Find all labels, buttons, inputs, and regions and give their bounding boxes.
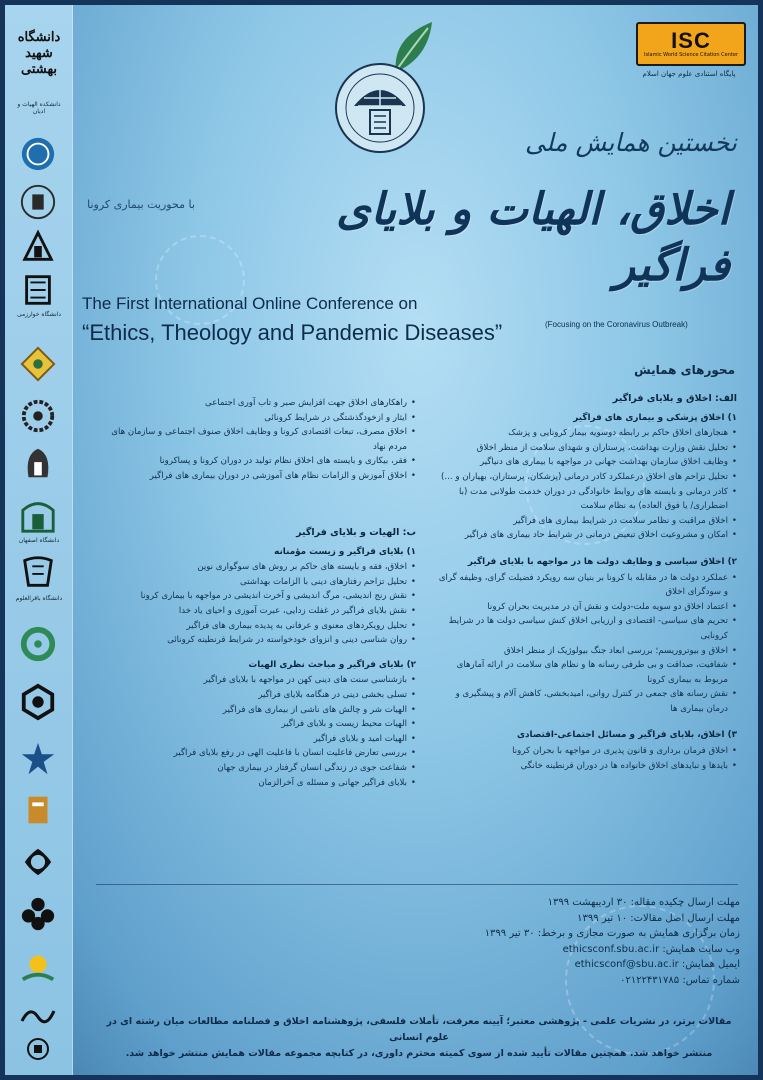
publication-note [96,1014,742,1062]
email-link[interactable]: ایمیل همایش: ethicsconf@sbu.ac.ir [574,959,740,970]
list-item: • الهیات محیط زیست و بلایای فراگیر [96,717,416,732]
conference-date: زمان برگزاری همایش به صورت مجازی و برخط: ۳۰ تیر ۱۳۹۹ [484,928,740,939]
knot-logo [17,843,59,881]
list-item: • بررسی تعارض فاعلیت انسان با فاعلیت الهی در رفع بلایای فراگیر [96,746,416,761]
list-item: • تحلیل تزاحم های اخلاق درعملکرد کادر درمانی (پزشکان، پرستاران، بهیاران و ...) [432,470,737,485]
list-item: • تحریم های سیاسی- اقتصادی و ارزیابی اخلاق کنش سیاسی دولت ها در شرایط کرونایی [432,614,737,643]
a3-continued-list [96,396,416,484]
institute-logo [17,227,59,265]
list-item: • الهیات شر و چالش های ناشی از بیماری های فراگیر [96,703,416,718]
hexagon-logo [17,683,59,721]
section-a-title: الف: اخلاق و بلایای فراگیر [612,393,737,404]
baqir-al-uloom-logo [17,553,59,591]
a2-list [432,571,737,717]
research-center-logo [17,345,59,383]
isfahan-caption: دانشگاه اصفهان [18,537,60,544]
section-b-title: ب: الهیات و بلایای فراگیر [296,527,416,538]
partner-logos-sidebar [5,5,73,1075]
list-item: • اخلاق مراقبت و نظامر سلامت در شرایط بیماری های فراگیر [432,514,737,529]
sbu-logo: دانشگاه شهید بهشتی [17,30,61,77]
list-item: • بلایای فراگیر جهانی و مسئله ی آخرالزمان [96,776,416,791]
a1-list [432,426,737,543]
emblem-logo [17,445,59,483]
list-item: • بایدها و نبایدهای اخلاق خانواده ها در دوران قرنطینه خانگی [432,759,737,774]
green-ring-logo [17,625,59,663]
abstract-deadline: مهلت ارسال چکیده مقاله: ۳۰ اردیبهشت ۱۳۹۹ [547,897,740,908]
list-item: • فقر، بیکاری و بایسته های اخلاق نظام تولید در دوران کرونا و پساکرونا [96,454,416,469]
b1-list [96,560,416,648]
list-item: • تسلی بخشی دینی در هنگامه بلایای فراگیر [96,688,416,703]
english-title-line2: “Ethics, Theology and Pandemic Diseases” [82,320,503,345]
important-dates [360,895,740,988]
axes-heading: محورهای همایش [634,363,735,377]
list-item: • شفاعت جوی در زندگی انسان گرفتار در بیماری جهان [96,761,416,776]
persian-focus-note: با محوریت بیماری کرونا [87,198,195,211]
list-item: • هنجارهای اخلاق حاکم بر رابطه دوسویه بیمار کرونایی و پزشک [432,426,737,441]
seminary-logo [17,397,59,435]
shahid-beheshti-medical-logo [17,183,59,221]
sbu-caption: دانشکده الهیات و ادیان [17,101,61,115]
list-item: • وظایف اخلاق سازمان بهداشت جهانی در مواجهه با بیماری های دنیاگیر [432,455,737,470]
a1-title: ۱) اخلاق پزشکی و بیماری های فراگیر [573,412,737,423]
publication-note-line1: مقالات برتر، در نشریات علمی - پژوهشی معتبر؛ آیینه معرفت، تأملات فلسفی، پژوهشنامه اخلاق و فصلنامه مطالعات میان رشته ای در علوم انسانی [106,1016,732,1043]
english-focus-note: (Focusing on the Coronavirus Outbreak) [545,320,688,329]
a3-title: ۳) اخلاق، بلایای فراگیر و مسائل اجتماعی-اقتصادی [516,730,737,741]
list-item: • اخلاق فرمان برداری و قانون پذیری در مواجهه با بحران کرونا [432,744,737,759]
list-item: • اخلاق مصرف، تبعات اقتصادی کرونا و وظایف اخلاق صنوف اجتماعی و سازمان های مردم نهاد [96,425,416,454]
list-item: • اخلاق و بیوتروریسم؛ بررسی ابعاد جنگ بیولوژیک از منظر اخلاق [432,644,737,659]
list-item: • ایثار و ازخودگذشتگی در شرایط کرونائی [96,411,416,426]
list-item: • نقش رسانه های جمعی در کنترل روانی، امیدبخشی، کاهش آلام و پیشگیری و درمان بیماری ها [432,687,737,716]
small-logo [17,1035,59,1065]
list-item: • تحلیل نقش وزارت بهداشت، پرستاران و شهدای سلامت از منظر اخلاق [432,441,737,456]
a2-title: ۲) اخلاق سیاسی و وظایف دولت ها در مواجهه با بلایای فراگیر [467,556,737,567]
english-title-line1: The First International Online Conference on [82,294,418,313]
list-item: • شفافیت، صداقت و بی طرفی رسانه ها و نظام های سلامت در ارائه آمارهای مربوط به بیماری کرونا [432,658,737,687]
tehran-university-logo [17,135,59,173]
sun-logo [17,949,59,987]
calligraphy-logo [17,1001,59,1029]
axes-right-column [432,386,737,773]
phone-number: شماره تماس: ۰۲۱۲۲۴۳۱۷۸۵ [620,974,740,986]
list-item: • اخلاق، فقه و بایسته های حاکم بر روش های سوگواری نوین [96,560,416,575]
flower-logo [17,895,59,933]
isc-logo [636,22,746,66]
b1-title: ۱) بلایای فراگیر و زیست مؤمنانه [274,546,416,557]
list-item: • اخلاق آموزش و الزامات نظام های آموزشی در دوران بیماری های فراگیر [96,469,416,484]
list-item: • روان شناسی دینی و انزوای خودخواسته در شرایط قرنطینه کرونائی [96,633,416,648]
website-link[interactable]: وب سایت همایش: ethicsconf.sbu.ac.ir [562,943,740,955]
axes-left-bottom-column [96,520,416,790]
list-item: • امکان و مشروعیت اخلاق تبعیض درمانی در شرایط حاد بیماری های فراگیر [432,528,737,543]
list-item: • نقش رنج اندیشی، مرگ اندیشی و آخرت اندیشی در مواجهه با بیماری کرونا [96,589,416,604]
baqir-caption: دانشگاه باقرالعلوم [15,595,63,602]
list-item: • الهیات امید و بلایای فراگیر [96,732,416,747]
divider [96,884,738,885]
list-item: • اعتماد اخلاق دو سویه ملت-دولت و نقش آن در مدیریت بحران کرونا [432,600,737,615]
list-item: • کادر درمانی و بایسته های روابط خانوادگی در دوران خدمت طولانی مدت (با اضطراری/ یا فوق العاده) به نظام سلامت [432,485,737,514]
publisher-logo [17,791,59,829]
persian-pre-title: نخستین همایش ملی [525,128,737,157]
list-item: • بازشناسی سنت های دینی کهن در مواجهه با بلایای فراگیر [96,673,416,688]
publication-note-line2: منتشر خواهد شد. همچنین مقالات تأیید شده از سوی کمیته محترم داوری، در کتابچه مجموعه مقالات همایش منتشر خواهد شد. [125,1048,713,1059]
b2-list [96,673,416,790]
list-item: • راهکارهای اخلاق جهت افزایش صبر و تاب آوری اجتماعی [96,396,416,411]
isc-caption: پایگاه استنادی علوم جهان اسلام [642,70,736,78]
isfahan-logo [17,497,59,535]
b2-title: ۲) بلایای فراگیر و مباحث نظری الهیات [248,659,416,670]
isc-logo-subtitle: Islamic World Science Citation Center [644,51,738,58]
list-item: • عملکرد دولت ها در مقابله با کرونا بر بنیان سه رویکرد فضیلت گرای، وظیفه گرای و سودگرای اخلاق [432,571,737,600]
list-item: • نقش بلایای فراگیر در غفلت زدایی، عبرت آموزی و احیای یاد خدا [96,604,416,619]
kharazmi-caption: دانشگاه خوارزمی [16,311,62,318]
persian-main-title: اخلاق، الهیات و بلایای فراگیر [336,184,730,291]
axes-left-top-column [96,396,416,484]
isc-logo-text: ISC [671,27,711,53]
list-item: • تحلیل تزاحم رفتارهای دینی با الزامات بهداشتی [96,575,416,590]
kharazmi-logo [17,271,59,309]
paper-deadline: مهلت ارسال اصل مقالات: ۱۰ تیر ۱۳۹۹ [577,912,740,924]
a3-list [432,744,737,773]
list-item: • تحلیل رویکردهای معنوی و عرفانی به پدیده بیماری های فراگیر [96,619,416,634]
star-logo [17,741,59,779]
